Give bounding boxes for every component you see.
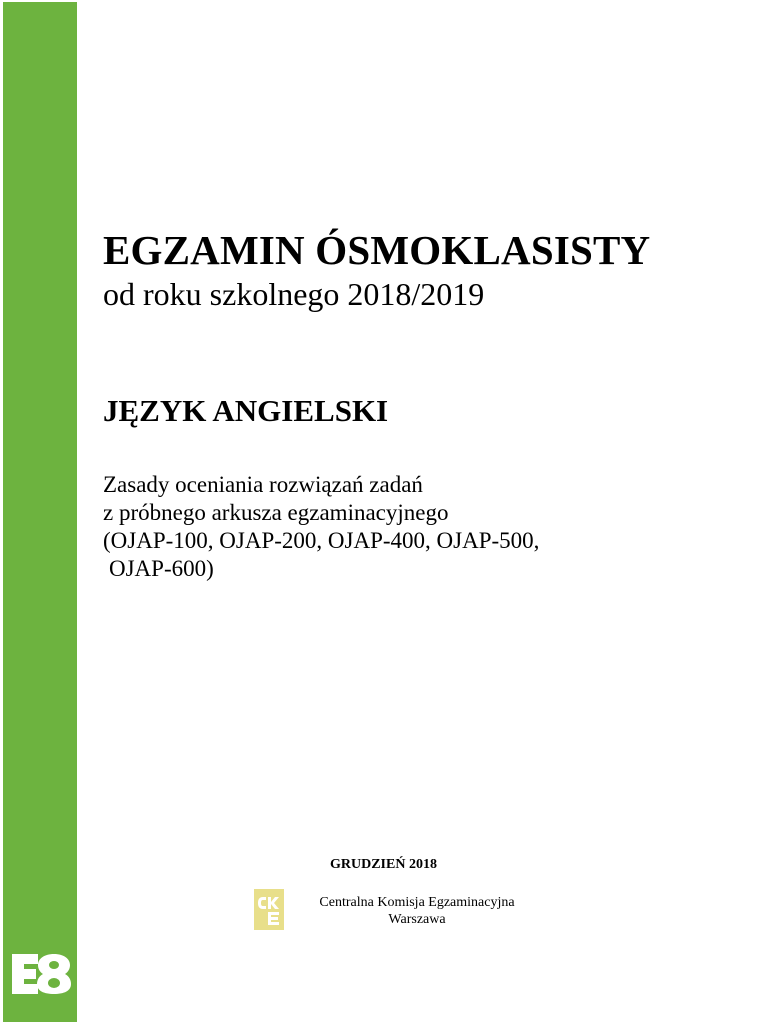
cke-logo-icon	[254, 889, 284, 930]
organization-name: Centralna Komisja Egzaminacyjna	[319, 895, 515, 910]
publication-date: GRUDZIEŃ 2018	[330, 857, 437, 872]
organization-city: Warszawa	[388, 912, 446, 927]
description-line: Zasady oceniania rozwiązań zadań	[103, 472, 423, 497]
description-line: (OJAP-100, OJAP-200, OJAP-400, OJAP-500,	[103, 528, 540, 553]
green-side-bar	[3, 2, 77, 1022]
description-line: OJAP-600)	[109, 556, 214, 581]
exam-title: EGZAMIN ÓSMOKLASISTY	[103, 227, 651, 273]
description-line: z próbnego arkusza egzaminacyjnego	[103, 500, 449, 525]
subject-heading: JĘZYK ANGIELSKI	[103, 393, 389, 428]
school-year-subtitle: od roku szkolnego 2018/2019	[103, 276, 485, 312]
description-block	[103, 471, 539, 583]
organization-info	[300, 894, 534, 928]
e8-logo-icon	[10, 952, 72, 996]
